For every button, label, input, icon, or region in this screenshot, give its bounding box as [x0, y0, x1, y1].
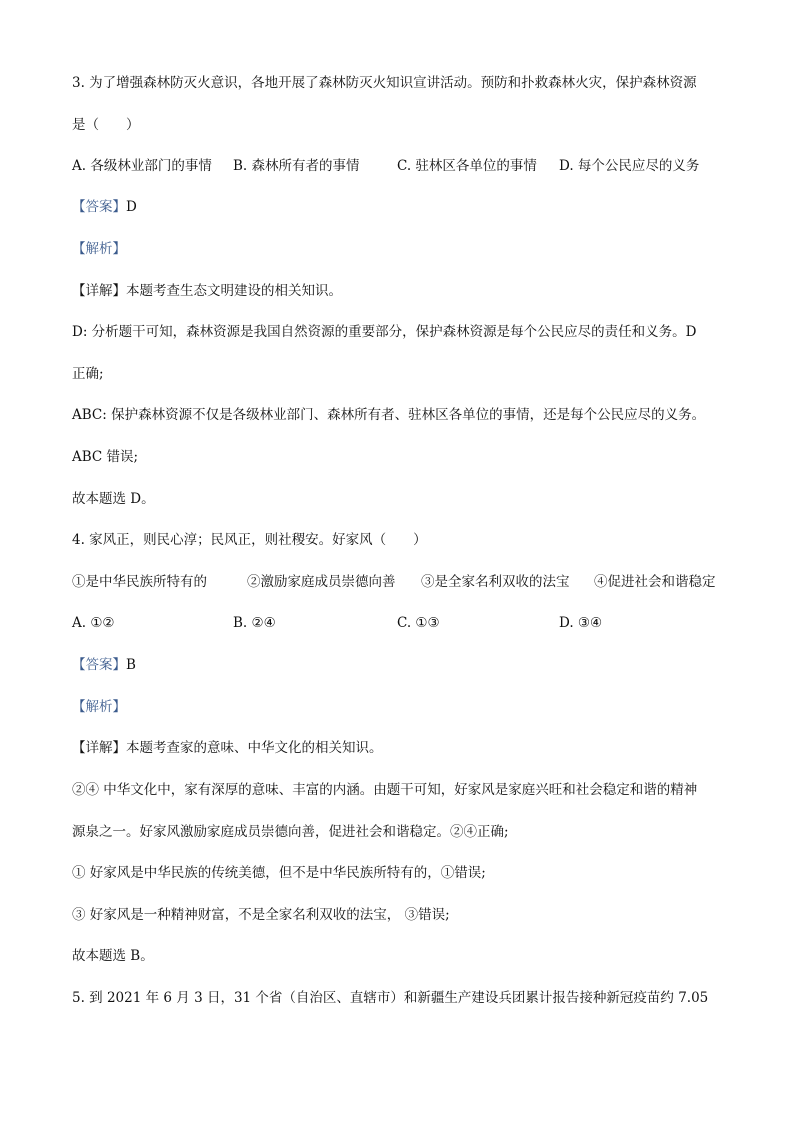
q3-conclusion: 故本题选 D。: [72, 491, 155, 507]
q3-option-d: D. 每个公民应尽的义务: [559, 158, 700, 174]
q3-explanation-line4: ABC 错误;: [72, 449, 139, 465]
q4-detail: 【详解】本题考查家的意味、中华文化的相关知识。: [72, 740, 383, 756]
answer-value: B: [126, 657, 136, 673]
answer-tag: 【答案】: [72, 199, 126, 215]
q4-stem: 4. 家风正，则民心淳；民风正，则社稷安。好家风（ ）: [72, 532, 427, 548]
q3-detail: 【详解】本题考查生态文明建设的相关知识。: [72, 283, 342, 299]
q3-stem-line1: 3. 为了增强森林防灭火意识，各地开展了森林防灭火知识宣讲活动。预防和扑救森林火灾，保护森林资源: [72, 75, 697, 91]
q3-explanation-line2: 正确;: [72, 366, 104, 382]
q3-stem-line2: 是（ ）: [72, 117, 140, 133]
q4-conclusion: 故本题选 B。: [72, 948, 154, 964]
q4-explanation-line3: ① 好家风是中华民族的传统美德，但不是中华民族所特有的，①错误;: [72, 865, 486, 881]
q4-statement-2: ②激励家庭成员崇德向善: [247, 574, 396, 590]
q4-explanation-line1: ②④ 中华文化中，家有深厚的意味、丰富的内涵。由题干可知，好家风是家庭兴旺和社会稳定和谐的精神: [72, 782, 698, 798]
q3-option-b: B. 森林所有者的事情: [233, 158, 360, 174]
q3-option-a: A. 各级林业部门的事情: [72, 158, 212, 174]
q3-explanation-line3: ABC: 保护森林资源不仅是各级林业部门、森林所有者、驻林区各单位的事情，还是每个公民应尽的义务。: [72, 407, 706, 423]
q5-stem: 5. 到 2021 年 6 月 3 日，31 个省（自治区、直辖市）和新疆生产建设兵团累计报告接种新冠疫苗约 7.05: [72, 990, 709, 1006]
answer-tag: 【答案】: [72, 657, 126, 673]
q4-statement-1: ①是中华民族所特有的: [72, 574, 207, 590]
q4-statement-4: ④促进社会和谐稳定: [594, 574, 716, 590]
q4-option-d: D. ③④: [559, 615, 603, 631]
q4-option-a: A. ①②: [72, 615, 115, 631]
q3-explanation-line1: D: 分析题干可知，森林资源是我国自然资源的重要部分，保护森林资源是每个公民应尽的责任和义务。D: [72, 324, 697, 340]
answer-value: D: [126, 199, 137, 215]
q4-option-b: B. ②④: [233, 615, 276, 631]
q3-analysis-tag: 【解析】: [72, 241, 126, 257]
q4-statement-3: ③是全家名利双收的法宝: [421, 574, 570, 590]
q4-option-c: C. ①③: [397, 615, 440, 631]
q4-explanation-line4: ③ 好家风是一种精神财富，不是全家名利双收的法宝， ③错误;: [72, 907, 450, 923]
q4-analysis-tag: 【解析】: [72, 699, 126, 715]
q3-answer: [72, 197, 137, 217]
q4-explanation-line2: 源泉之一。好家风激励家庭成员崇德向善，促进社会和谐稳定。②④正确;: [72, 824, 509, 840]
q4-answer: [72, 655, 136, 675]
q3-option-c: C. 驻林区各单位的事情: [397, 158, 537, 174]
